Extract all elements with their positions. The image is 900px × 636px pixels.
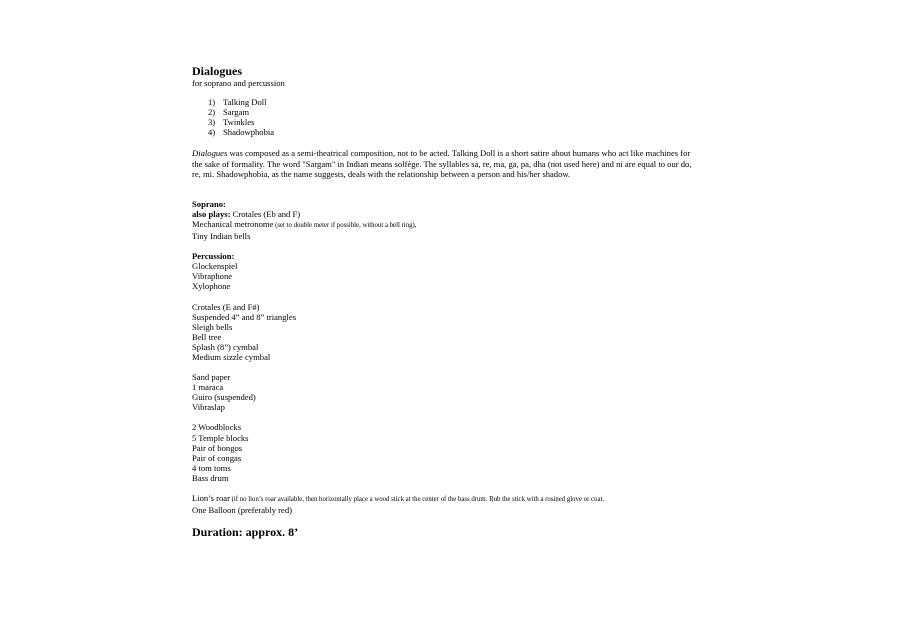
also-plays-value: Crotales (Eb and F) <box>230 208 301 219</box>
soprano-bells: Tiny Indian bells <box>192 231 251 242</box>
instrument-item: Pair of bongos <box>192 442 243 453</box>
instrument-item: 1 maraca <box>192 382 224 393</box>
description-text: was composed as a semi-theatrical composition, not to be acted. Talking Doll is a short satire about humans who act like machines for the sake of formality. The word "Sargam" in Indian means solfège. The syllables sa, re, ma, ga, pa, dha (not used here) and ni are equal to our do, re, mi. Shadowphobia, as the name suggests, deals with the relationship between a person and his/her shadow. <box>192 148 692 179</box>
metronome-note: (set to double meter if possible, without a bell ring), <box>273 221 417 229</box>
metronome-label: Mechanical metronome <box>192 218 274 229</box>
list-item <box>208 97 712 107</box>
movement-number: 4) <box>208 127 216 138</box>
instrument-item: 4 tom toms <box>192 462 231 473</box>
balloon-line: One Balloon (preferably red) <box>192 505 292 516</box>
instrument-item: Guiro (suspended) <box>192 392 256 403</box>
list-item <box>208 107 712 117</box>
lions-roar-note: (if no lion’s roar available, then horizontally place a wood stick at the center of the bass drum. Rub the stick with a rosined glove or coat. <box>229 496 605 503</box>
lions-roar-label: Lion’s roar <box>192 493 230 503</box>
instrument-item: Bass drum <box>192 472 229 483</box>
document-subtitle: for soprano and percussion <box>192 78 285 88</box>
soprano-heading: Soprano: <box>192 198 226 209</box>
also-plays-label: also plays: <box>192 208 231 219</box>
document-title: Dialogues <box>192 64 243 78</box>
instrument-item: Vibraphone <box>192 271 233 282</box>
instrument-item: Glockenspiel <box>192 261 238 272</box>
percussion-group-misc <box>192 493 712 515</box>
movement-number: 3) <box>208 117 216 128</box>
movement-number: 1) <box>208 97 216 108</box>
instrument-item: 5 Temple blocks <box>192 432 249 443</box>
duration-heading: Duration: approx. 8’ <box>192 525 299 540</box>
movement-name: Talking Doll <box>223 97 267 108</box>
instrument-item: Sand paper <box>192 372 231 383</box>
percussion-group-drums <box>192 422 712 483</box>
instrument-item: Xylophone <box>192 281 231 292</box>
soprano-section <box>192 199 712 241</box>
list-item <box>208 127 712 137</box>
instrument-item: Vibraslap <box>192 402 225 413</box>
percussion-group-metals <box>192 302 712 363</box>
soprano-also-plays <box>192 209 712 219</box>
percussion-section <box>192 251 712 515</box>
movement-name: Sargam <box>223 107 250 118</box>
instrument-item: Crotales (E and F#) <box>192 301 260 312</box>
instrument-item: Medium sizzle cymbal <box>192 351 271 362</box>
instrument-item: Suspended 4” and 8” triangles <box>192 311 297 322</box>
percussion-group-keyboards <box>192 261 712 291</box>
soprano-metronome <box>192 219 712 231</box>
movement-number: 2) <box>208 107 216 118</box>
percussion-group-effects <box>192 372 712 412</box>
percussion-heading: Percussion: <box>192 251 235 262</box>
movement-name: Twinkles <box>223 117 255 128</box>
description-italic-title: Dialogues <box>192 148 228 159</box>
instrument-item: Sleigh bells <box>192 321 233 332</box>
description-paragraph <box>192 148 692 178</box>
movement-list <box>208 97 712 137</box>
movement-name: Shadowphobia <box>223 127 275 138</box>
list-item <box>208 117 712 127</box>
document-content <box>192 64 712 551</box>
lions-roar-line <box>192 493 712 505</box>
instrument-item: Bell tree <box>192 331 222 342</box>
instrument-item: Splash (8”) cymbal <box>192 341 259 352</box>
instrument-item: 2 Woodblocks <box>192 422 242 433</box>
instrument-item: Pair of congas <box>192 452 242 463</box>
